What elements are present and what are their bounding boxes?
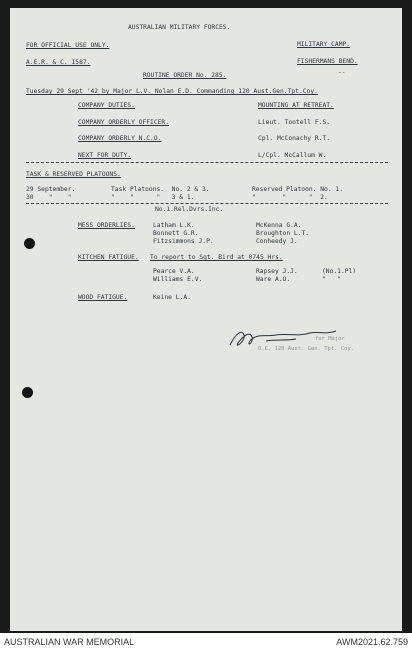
reserved-platoon: " " " 2. <box>252 194 328 201</box>
duty-label: COMPANY ORDERLY OFFICER. <box>78 119 169 126</box>
platoons-heading: TASK & RESERVED PLATOONS. <box>26 171 121 178</box>
dash-mark: -- <box>338 69 346 76</box>
place-label: FISHERMANS BEND. <box>297 58 358 65</box>
mess-name: Fitzsimmons J.P. <box>153 238 214 245</box>
mess-name: Conheedy J. <box>256 238 298 245</box>
duty-value: Cpl. McConachy R.T. <box>258 135 331 142</box>
mess-orderlies-label: MESS ORDERLIES. <box>78 222 135 229</box>
dashed-divider <box>26 162 388 163</box>
punch-hole <box>22 387 33 398</box>
handwritten-signature <box>226 323 346 353</box>
archive-name: AUSTRALIAN WAR MEMORIAL <box>4 637 135 647</box>
wood-fatigue-label: WOOD FATIGUE. <box>78 294 128 301</box>
platoon-note: (No.1.Pl) <box>322 268 357 275</box>
routine-order-title: ROUTINE ORDER No. 285. <box>143 72 227 79</box>
signature-for-line: for Major <box>315 336 345 342</box>
wood-fatigue-name: Keine L.A. <box>153 294 191 301</box>
kitchen-fatigue-label: KITCHEN FATIGUE. <box>78 254 139 261</box>
platoon-date: 29 September. <box>26 186 76 193</box>
mess-name: McKenna G.A. <box>256 222 302 229</box>
archive-footer <box>0 633 412 653</box>
duty-value: Lieut. Tootell F.S. <box>258 119 331 126</box>
kitchen-name: Pearce V.A. <box>153 268 195 275</box>
kitchen-name: Ware A.O. <box>256 276 291 283</box>
order-dateline: Tuesday 29 Sept '42 by Major L.V. Nolan E.D. Commanding 120 Aust.Gen.Tpt.Coy. <box>26 88 318 95</box>
kitchen-name: Rapsey J.J. <box>256 268 298 275</box>
camp-label: MILITARY CAMP. <box>297 41 351 48</box>
signature-oc-line: O.C. 120 Aust. Gen. Tpt. Coy. <box>258 346 355 352</box>
platoon-note: " " <box>322 276 341 283</box>
duty-value: L/Cpl. McCallum W. <box>258 152 327 159</box>
duty-label: COMPANY ORDERLY N.C.O. <box>78 135 162 142</box>
kitchen-name: Williams E.V. <box>153 276 203 283</box>
reserved-platoon: Reserved Platoon. No. 1. <box>252 186 343 193</box>
task-platoons: Task Platoons. No. 2 & 3. <box>111 186 210 193</box>
duty-label: NEXT FOR DUTY. <box>78 152 132 159</box>
mess-name: Bonnett G.R. <box>153 230 199 237</box>
punch-hole <box>24 238 35 249</box>
duty-value: MOUNTING AT RETREAT. <box>258 102 334 109</box>
kitchen-instruction: To report to Sgt. Bird at 0745 Hrs. <box>150 254 283 261</box>
platoon-date: 30 " " <box>26 194 72 201</box>
duty-label: COMPANY DUTIES. <box>78 102 135 109</box>
org-title: AUSTRALIAN MILITARY FORCES. <box>128 24 231 31</box>
official-use-line: FOR OFFICIAL USE ONLY. <box>26 42 110 49</box>
mess-subheading: No.1.Rel.Dvrs.Inc. <box>155 206 224 213</box>
mess-name: Latham L.K. <box>153 222 195 229</box>
task-platoons: " " " 3 & 1. <box>111 194 195 201</box>
archive-id: AWM2021.62.759 <box>336 637 408 647</box>
dashed-divider <box>26 203 388 204</box>
aer-reference: A.E.R. & C. 1587. <box>26 59 91 66</box>
mess-name: Broughton L.T. <box>256 230 310 237</box>
document-page <box>10 8 402 631</box>
